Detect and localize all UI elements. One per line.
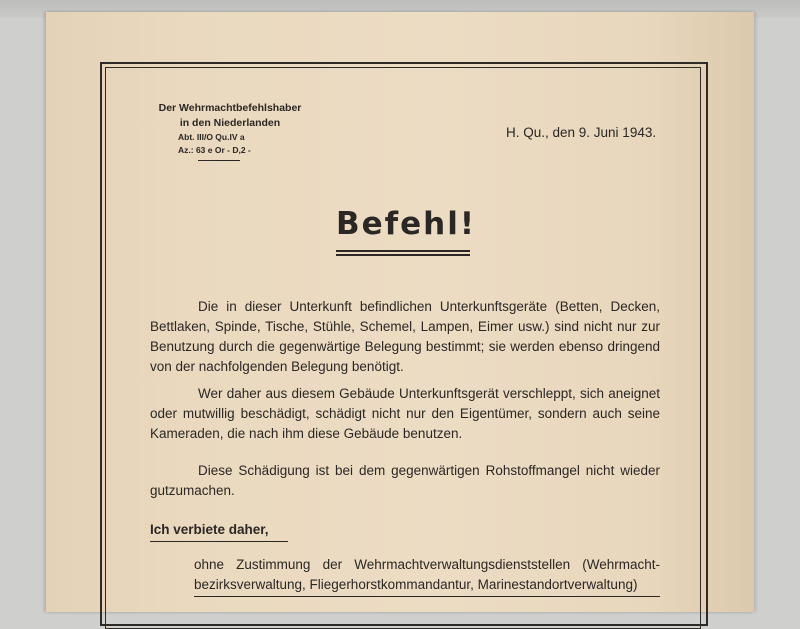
title-underline-2 <box>336 254 470 256</box>
document-title: Befehl! <box>336 206 476 242</box>
department-reference: Abt. III/O Qu.IV a <box>178 132 245 142</box>
reference-underline <box>198 160 240 161</box>
paragraph-3 <box>150 461 660 501</box>
paragraph-1-text: Die in dieser Unterkunft befindlichen Unterkunftsgeräte (Betten, Decken, Bettlaken, Spinde, Tische, Stühle, Schemel, Lampen, Eimer usw.) sind nicht nur zur Benutzung durch die gegenwärtige Belegung bestimmt; sie werden ebenso dringend von der nachfolgenden Belegung benötigt. <box>150 299 660 374</box>
paragraph-2 <box>150 384 660 444</box>
paragraph-2-text: Wer daher aus diesem Gebäude Unterkunftsgerät verschleppt, sich aneignet oder mutwillig beschädigt, schädigt nicht nur den Eigentümer, sondern auch seine Kameraden, die nach ihm diese Gebäude benutzen. <box>150 386 660 441</box>
paragraph-1 <box>150 297 660 377</box>
prohibition-text: ohne Zustimmung der Wehrmachtverwaltungsdienststellen (Wehrmachtbezirksverwaltung, Fliegerhorstkommandantur, Marinestandortverwaltung) <box>194 557 660 592</box>
prohibition-underline <box>194 596 660 597</box>
paragraph-3-text: Diese Schädigung ist bei dem gegenwärtigen Rohstoffmangel nicht wieder gutzumachen. <box>150 463 660 498</box>
title-underline-1 <box>336 250 470 252</box>
reference-block <box>178 131 251 157</box>
authority-line-2: in den Niederlanden <box>179 117 281 129</box>
subheading-underline <box>150 541 288 542</box>
issuing-authority <box>130 101 330 131</box>
file-reference: Az.: 63 e Or - D,2 - <box>178 145 251 155</box>
subheading: Ich verbiete daher, <box>150 522 269 537</box>
authority-line-1: Der Wehrmachtbefehlshaber <box>158 102 302 114</box>
date-line: H. Qu., den 9. Juni 1943. <box>506 125 657 140</box>
